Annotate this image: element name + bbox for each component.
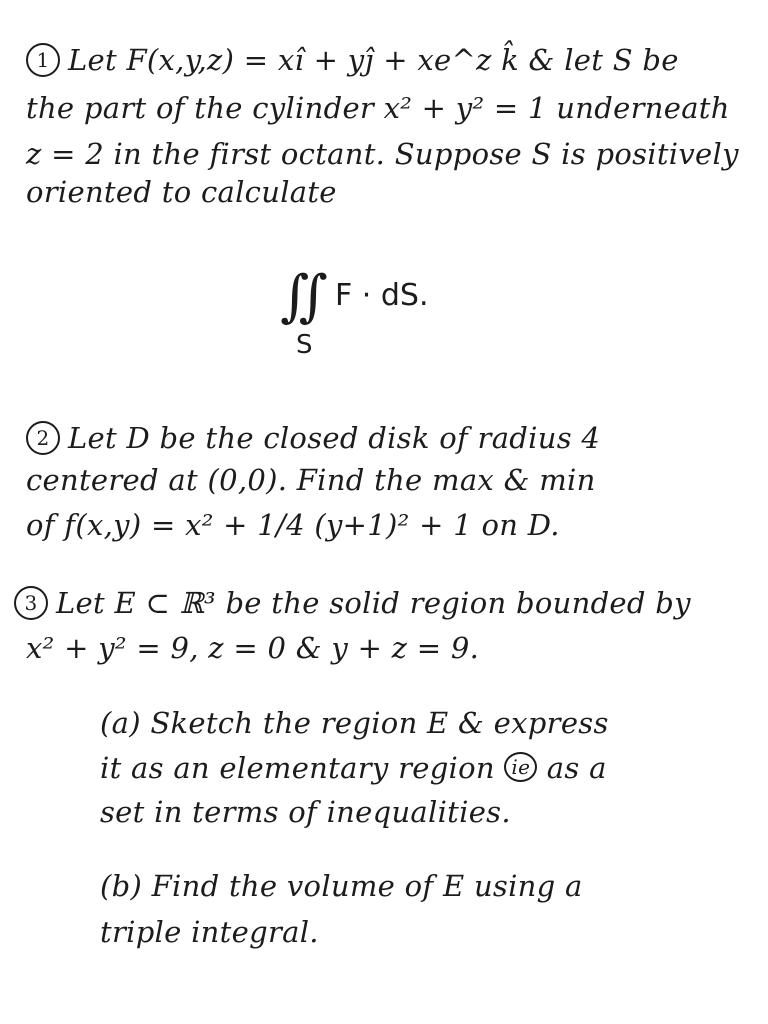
problem-3a-line-3: set in terms of inequalities. [100,795,511,829]
problem-3-line-1: 3 Let E ⊂ ℝ³ be the solid region bounded by [14,583,691,623]
problem-2-line-3: of f(x,y) = x² + 1/4 (y+1)² + 1 on D. [26,508,560,542]
surface-integral [280,262,480,362]
problem-1-line-3: z = 2 in the first octant. Suppose S is positively [26,137,739,171]
problem-3b-line-2: triple integral. [100,915,319,949]
problem-1-line-1: 1 Let F(x,y,z) = xî + yĵ + xe^z k̂ & let S be [26,40,679,80]
problem-1-line-2: the part of the cylinder x² + y² = 1 underneath [26,91,730,125]
problem-1-number: 1 [26,43,60,77]
problem-3b-line-1: (b) Find the volume of E using a [100,869,583,903]
problem-1-line-4: oriented to calculate [26,175,337,209]
integral-subscript: S [296,330,313,360]
problem-3a-line-1: (a) Sketch the region E & express [100,706,609,740]
circled-ie-mark: ie [504,752,537,782]
problem-3a-line-2: it as an elementary region ie as a [100,751,607,785]
problem-2-line-1: 2 Let D be the closed disk of radius 4 [26,418,600,458]
problem-2-line-2: centered at (0,0). Find the max & min [26,463,596,497]
problem-2-number: 2 [26,421,60,455]
problem-3-line-2: x² + y² = 9, z = 0 & y + z = 9. [26,631,480,665]
integrand: F · dS. [335,278,429,313]
problem-3-number: 3 [14,586,48,620]
double-integral-sign: ∬ [280,264,328,329]
